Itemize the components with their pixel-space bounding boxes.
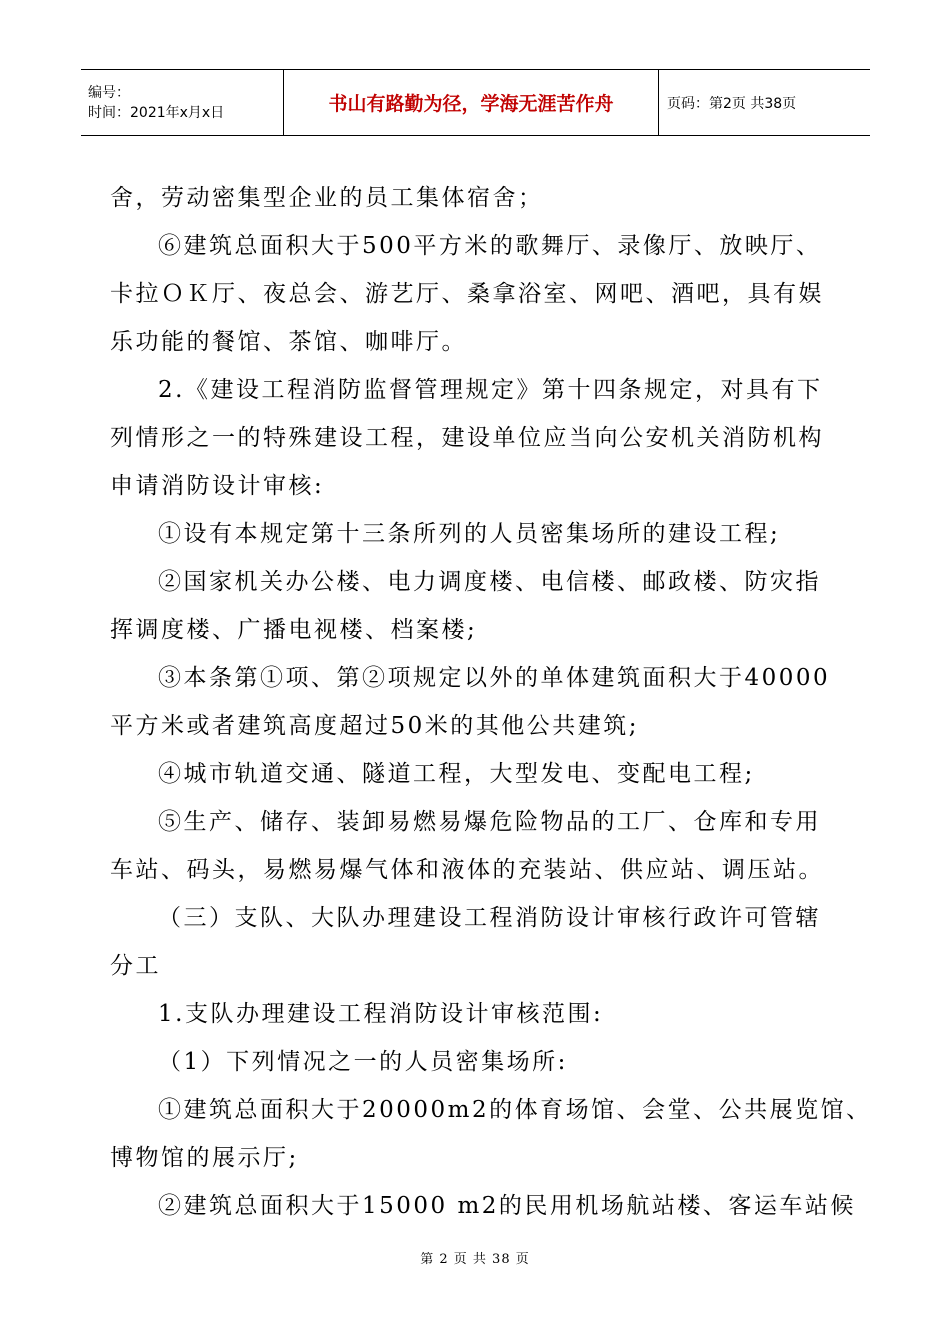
body-line: ②国家机关办公楼、电力调度楼、电信楼、邮政楼、防灾指: [158, 569, 821, 595]
body-line: ①设有本规定第十三条所列的人员密集场所的建设工程;: [158, 521, 781, 547]
body-line: ⑥建筑总面积大于500平方米的歌舞厅、录像厅、放映厅、: [158, 233, 822, 259]
body-line: ①建筑总面积大于20000m2的体育场馆、会堂、公共展览馆、: [158, 1097, 872, 1123]
body-line: （三）支队、大队办理建设工程消防设计审核行政许可管辖: [158, 905, 821, 931]
body-line: 乐功能的餐馆、茶馆、咖啡厅。: [110, 329, 467, 355]
body-line: 平方米或者建筑高度超过50米的其他公共建筑;: [110, 713, 640, 739]
body-line: 分工: [110, 953, 161, 979]
body-line: 舍，劳动密集型企业的员工集体宿舍；: [110, 185, 544, 211]
body-line: 1.支队办理建设工程消防设计审核范围:: [158, 1001, 604, 1027]
header-motto: 书山有路勤为径，学海无涯苦作舟: [328, 93, 614, 115]
body-line: ②建筑总面积大于15000 m2的民用机场航站楼、客运车站候: [158, 1193, 856, 1219]
document-number-label: 编号：: [88, 84, 130, 101]
page-footer: 第 2 页 共 38 页: [420, 1252, 530, 1267]
body-line: 卡拉ＯＫ厅、夜总会、游艺厅、桑拿浴室、网吧、酒吧，具有娱: [110, 281, 824, 307]
header-page-cell: [659, 70, 870, 135]
body-line: 申请消防设计审核:: [110, 473, 325, 499]
header-page-info: 页码：第2页 共38页: [667, 95, 797, 112]
document-body: [110, 174, 872, 1230]
header-motto-cell: [284, 70, 659, 135]
header-meta-cell: [81, 70, 284, 135]
document-header: [81, 69, 870, 136]
document-date-label: 时间：2021年x月x日: [88, 104, 225, 121]
body-line: （1）下列情况之一的人员密集场所:: [158, 1049, 568, 1075]
body-line: 2.《建设工程消防监督管理规定》第十四条规定，对具有下: [158, 377, 823, 403]
body-line: ④城市轨道交通、隧道工程，大型发电、变配电工程;: [158, 761, 755, 787]
body-line: ⑤生产、储存、装卸易燃易爆危险物品的工厂、仓库和专用: [158, 809, 821, 835]
body-line: ③本条第①项、第②项规定以外的单体建筑面积大于40000: [158, 665, 831, 691]
body-line: 博物馆的展示厅;: [110, 1145, 299, 1171]
body-line: 列情形之一的特殊建设工程，建设单位应当向公安机关消防机构: [110, 425, 824, 451]
body-line: 车站、码头，易燃易爆气体和液体的充装站、供应站、调压站。: [110, 857, 824, 883]
body-line: 挥调度楼、广播电视楼、档案楼;: [110, 617, 478, 643]
